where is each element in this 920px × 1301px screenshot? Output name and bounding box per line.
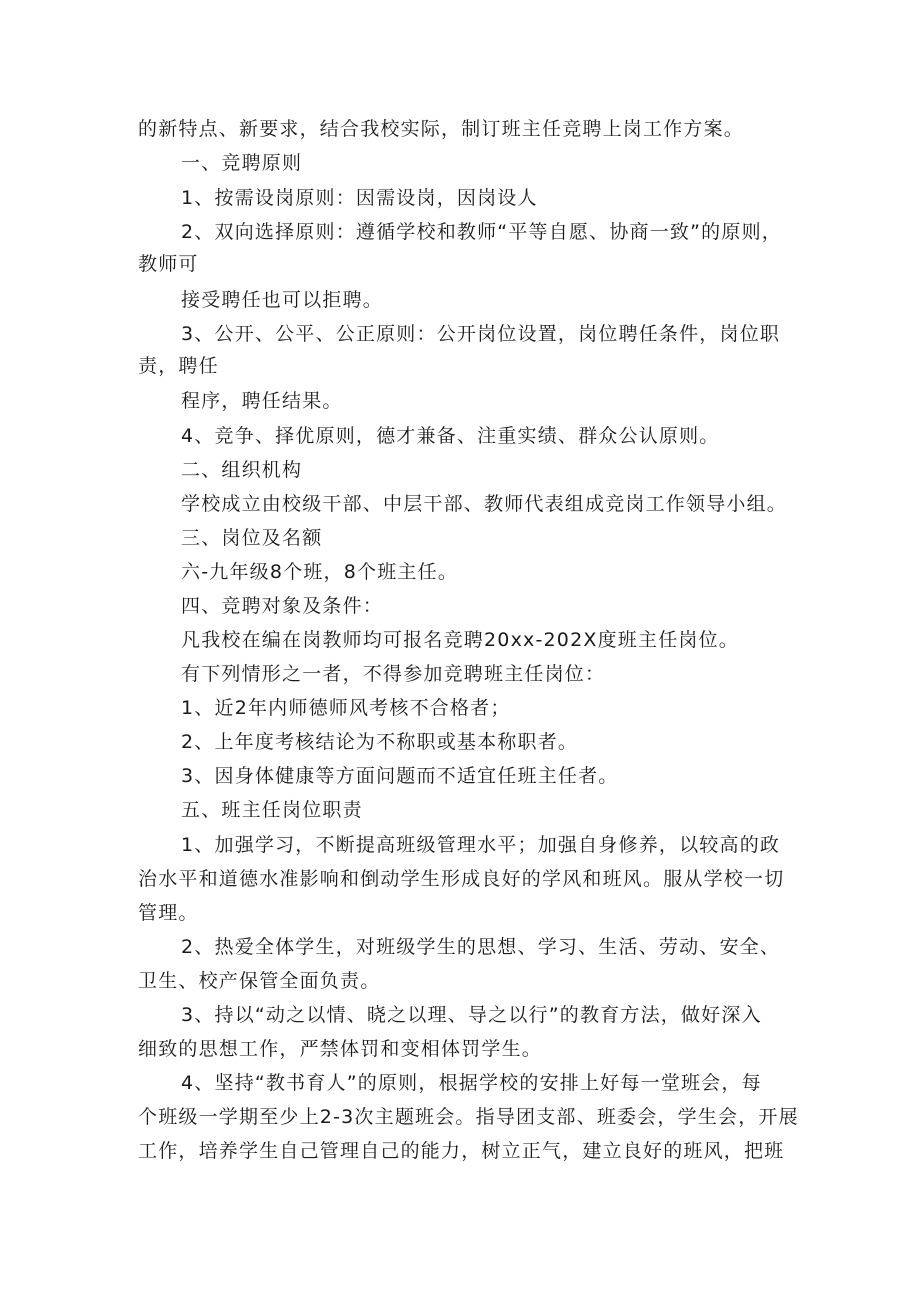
text-line: 1、加强学习，不断提高班级管理水平；加强自身修养，以较高的政 xyxy=(181,834,781,856)
text-line: 教师可 xyxy=(138,253,199,275)
section-heading: 二、组织机构 xyxy=(181,459,303,481)
text-line: 管理。 xyxy=(138,902,199,924)
text-line: 凡我校在编在岗教师均可报名竞聘20xx-202X度班主任岗位。 xyxy=(181,629,740,651)
text-line: 工作，培养学生自己管理自己的能力，树立正气，建立良好的班风，把班 xyxy=(138,1140,785,1162)
text-line: 卫生、校产保管全面负责。 xyxy=(138,970,381,992)
text-line: 程序，聘任结果。 xyxy=(181,390,343,412)
text-line: 六-九年级8个班，8个班主任。 xyxy=(181,561,459,583)
text-line: 2、双向选择原则：遵循学校和教师“平等自愿、协商一致”的原则， xyxy=(181,221,782,243)
text-line: 个班级一学期至少上2-3次主题班会。指导团支部、班委会，学生会，开展 xyxy=(138,1106,799,1128)
text-line: 1、近2年内师德师风考核不合格者； xyxy=(181,697,511,719)
section-heading: 四、竞聘对象及条件： xyxy=(181,595,384,617)
text-line: 4、竞争、择优原则，德才兼备、注重实绩、群众公认原则。 xyxy=(181,425,720,447)
text-line: 2、热爱全体学生，对班级学生的思想、学习、生活、劳动、安全、 xyxy=(181,936,781,958)
section-heading: 三、岗位及名额 xyxy=(181,527,323,549)
text-line: 细致的思想工作，严禁体罚和变相体罚学生。 xyxy=(138,1038,543,1060)
text-line: 3、因身体健康等方面问题而不适宜任班主任者。 xyxy=(181,765,619,787)
text-line: 治水平和道德水准影响和倒动学生形成良好的学风和班风。服从学校一切 xyxy=(138,868,785,890)
text-line: 2、上年度考核结论为不称职或基本称职者。 xyxy=(181,731,579,753)
text-line: 3、公开、公平、公正原则：公开岗位设置，岗位聘任条件，岗位职 xyxy=(181,323,781,345)
text-line: 责，聘任 xyxy=(138,355,219,377)
text-line: 的新特点、新要求，结合我校实际，制订班主任竞聘上岗工作方案。 xyxy=(138,118,745,140)
text-line: 接受聘任也可以拒聘。 xyxy=(181,289,384,311)
text-line: 4、坚持“教书育人”的原则，根据学校的安排上好每一堂班会，每 xyxy=(181,1072,762,1094)
section-heading: 五、班主任岗位职责 xyxy=(181,799,363,821)
section-heading: 一、竞聘原则 xyxy=(181,152,303,174)
text-line: 3、持以“动之以情、晓之以理、导之以行”的教育方法，做好深入 xyxy=(181,1004,762,1026)
text-line: 1、按需设岗原则：因需设岗，因岗设人 xyxy=(181,187,538,209)
text-line: 有下列情形之一者，不得参加竞聘班主任岗位： xyxy=(181,663,606,685)
text-line: 学校成立由校级干部、中层干部、教师代表组成竞岗工作领导小组。 xyxy=(181,493,788,515)
